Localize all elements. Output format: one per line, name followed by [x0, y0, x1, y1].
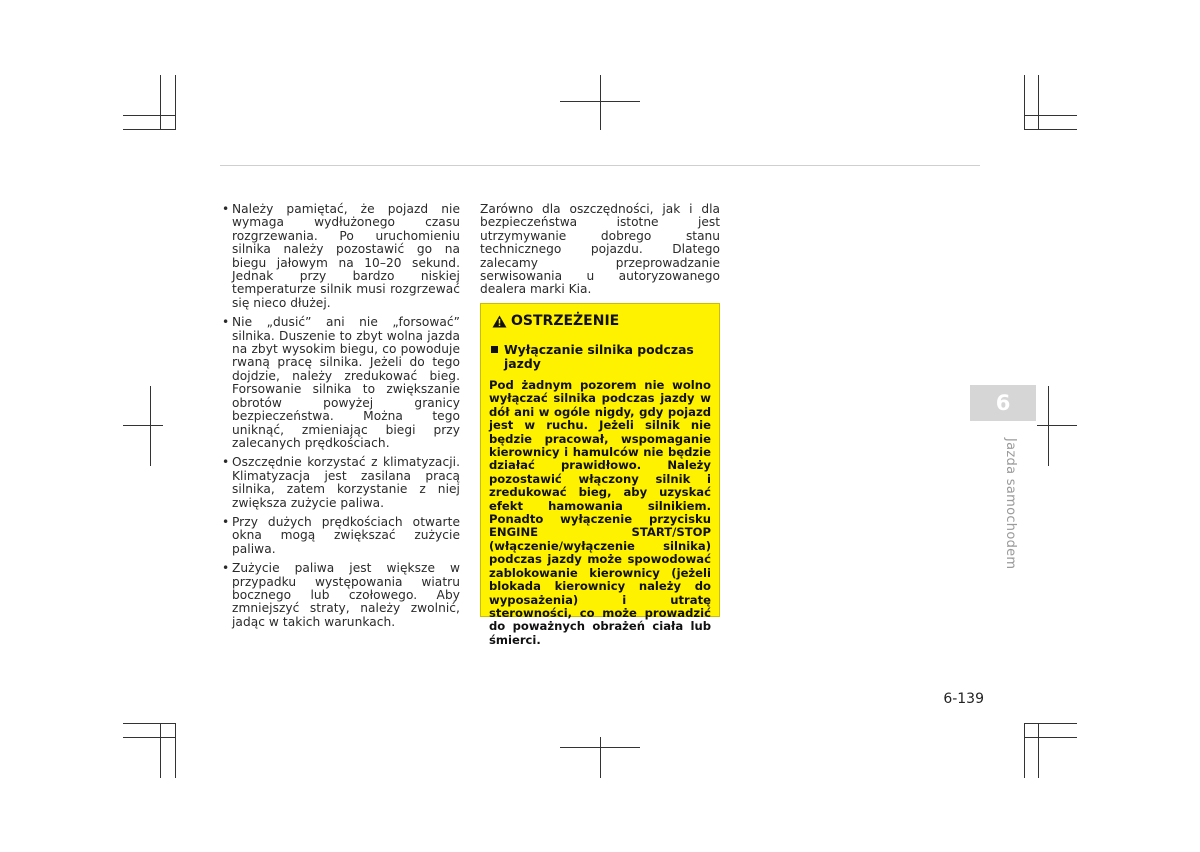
crop-mark: [160, 723, 161, 778]
warning-box: [480, 303, 720, 647]
warning-title: OSTRZEŻENIE: [511, 313, 620, 329]
warning-header: [492, 313, 711, 329]
crop-mark: [123, 723, 175, 724]
crop-mark: [1024, 129, 1077, 130]
chapter-tab: [970, 385, 1036, 421]
crop-mark: [1038, 723, 1039, 778]
registration-mark: [1048, 386, 1049, 466]
crop-mark: [1024, 723, 1077, 724]
crop-mark: [1024, 737, 1077, 738]
registration-mark: [123, 425, 163, 426]
crop-mark: [175, 75, 176, 130]
crop-mark: [175, 723, 176, 778]
list-item: • Przy dużych prędkościach otwarte okna mogą zwiększać zużycie paliwa.: [222, 516, 460, 556]
header-rule: [220, 165, 980, 166]
left-column: [222, 203, 460, 635]
registration-mark: [150, 386, 151, 466]
crop-mark: [1024, 75, 1025, 130]
square-bullet-icon: [491, 346, 498, 353]
list-item: • Zużycie paliwa jest większe w przypadku występowania wiatru bocznego lub czołowego. Aby zmniejszyć straty, należy zwolnić, jadąc w takich warunkach.: [222, 562, 460, 629]
registration-mark: [560, 101, 640, 102]
crop-mark: [1038, 75, 1039, 130]
crop-mark: [1024, 115, 1077, 116]
intro-paragraph: Zarówno dla oszczędności, jak i dla bezpieczeństwa istotne jest utrzymywanie dobrego stanu technicznego pojazdu. Dlatego zalecamy przeprowadzanie serwisowania u autoryzowanego dealera marki Kia.: [480, 202, 720, 297]
list-item: • Nie „dusić” ani nie „forsować” silnika. Duszenie to zbyt wolna jazda na zbyt wysokim biegu, co powoduje rwaną pracę silnika. Jeżeli do tego dojdzie, należy zredukować bieg. Forsowanie silnika to zwiększanie obrotów powyżej granicy bezpieczeństwa. Można tego uniknąć, zmieniając biegi przy zalecanych prędkościach.: [222, 316, 460, 450]
bullet-list: [222, 203, 460, 629]
crop-mark: [123, 737, 175, 738]
crop-mark: [1024, 723, 1025, 778]
list-item: • Należy pamiętać, że pojazd nie wymaga wydłużonego czasu rozgrzewania. Po uruchomieniu silnika należy pozostawić go na biegu jałowym na 10–20 sekund. Jednak przy bardzo niskiej temperaturze silnik musi rozgrzewać się nieco dłużej.: [222, 203, 460, 310]
registration-mark: [600, 737, 601, 778]
crop-mark: [123, 129, 175, 130]
warning-subtitle: [491, 343, 711, 371]
registration-mark: [600, 75, 601, 130]
crop-mark: [123, 115, 175, 116]
registration-mark: [560, 747, 640, 748]
crop-mark: [160, 75, 161, 130]
right-column: [480, 203, 720, 297]
chapter-title: Jazda samochodem: [1003, 438, 1018, 570]
warning-triangle-icon: [492, 315, 507, 328]
page-number: 6-139: [943, 691, 984, 707]
warning-subtitle-text: Wyłączanie silnika podczas jazdy: [504, 342, 694, 371]
list-item: • Oszczędnie korzystać z klimatyzacji. Klimatyzacja jest zasilana pracą silnika, zatem korzystanie z niej zwiększa zużycie paliwa.: [222, 456, 460, 510]
registration-mark: [1037, 425, 1077, 426]
warning-body: Pod żadnym pozorem nie wolno wyłączać silnika podczas jazdy w dół ani w ogóle nigdy, gdy pojazd jest w ruchu. Jeżeli silnik nie będzie pracował, wspomaganie kierownicy i hamulców nie będzie działać prawidłowo. Należy pozostawić włączony silnik i zredukować bieg, aby uzyskać efekt hamowania silnikiem. Ponadto wyłączenie przycisku ENGINE START/STOP (włączenie/wyłączenie silnika) podczas jazdy może spowodować zablokowanie kierownicy (jeżeli blokada kierownicy należy do wyposażenia) i utratę sterowności, co może prowadzić do poważnych obrażeń ciała lub śmierci.: [489, 378, 711, 647]
chapter-number: 6: [995, 391, 1011, 415]
